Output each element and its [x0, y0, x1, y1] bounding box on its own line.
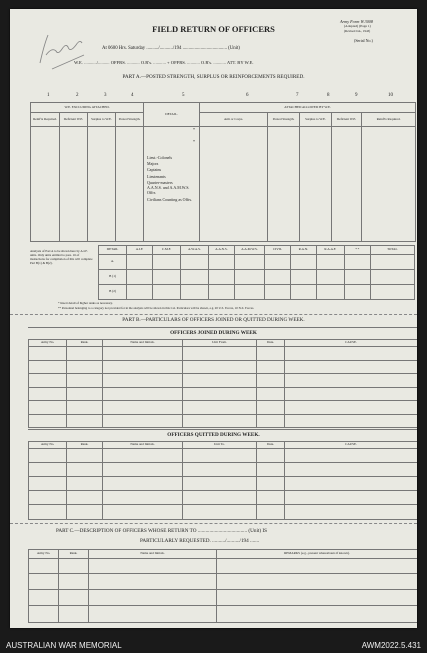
- cell[interactable]: [285, 347, 418, 361]
- cell[interactable]: [29, 590, 59, 606]
- cell[interactable]: [29, 605, 59, 622]
- table-row: [29, 574, 418, 590]
- part-b-title: PART B.—PARTICULARS OF OFFICERS JOINED OR QUITTED DURING WEEK.: [122, 317, 305, 323]
- cell[interactable]: [103, 463, 183, 477]
- analysis-col-total: TOTAL: [370, 246, 414, 255]
- accession-number: AWM2022.5.431: [361, 641, 421, 650]
- cell[interactable]: [285, 449, 418, 463]
- part-c-table: [28, 549, 417, 623]
- cell[interactable]: [67, 387, 103, 401]
- analysis-row-a: A.: [99, 255, 127, 270]
- cell[interactable]: [257, 414, 285, 428]
- column-numbers: [30, 93, 417, 101]
- part-c-title: PART C.—DESCRIPTION OF OFFICERS WHOSE RETURN TO ...................................... (Unit) IS: [56, 528, 267, 534]
- col-num-7: 7: [296, 93, 299, 98]
- cell[interactable]: [200, 127, 268, 242]
- cell[interactable]: [180, 285, 208, 300]
- cell[interactable]: [67, 463, 103, 477]
- we-excluding-attached-header: W.E. EXCLUDING ATTACHED.: [31, 103, 144, 113]
- cell[interactable]: [316, 270, 344, 285]
- divider: [10, 314, 417, 315]
- cell[interactable]: [265, 255, 291, 270]
- table-row: [29, 414, 418, 428]
- cell[interactable]: [89, 574, 217, 590]
- cell[interactable]: [183, 477, 257, 491]
- col-num-6: 6: [246, 93, 249, 98]
- attached-allowed-header: ATTACHED ALLOWED BY W.E.: [200, 103, 416, 113]
- cell[interactable]: [265, 270, 291, 285]
- quitted-title: OFFICERS QUITTED DURING WEEK.: [167, 432, 260, 438]
- cell[interactable]: [103, 387, 183, 401]
- archive-footer: [0, 636, 427, 653]
- cell[interactable]: [152, 285, 180, 300]
- rank-lieut-colonels: Lieut.-Colonels: [147, 155, 173, 160]
- quitted-col-army-no: Army No.: [29, 442, 67, 449]
- cell[interactable]: [29, 360, 67, 374]
- cell[interactable]: [29, 449, 67, 463]
- cell[interactable]: [127, 255, 153, 270]
- cell[interactable]: [257, 387, 285, 401]
- cell[interactable]: [127, 270, 153, 285]
- cell[interactable]: [285, 505, 418, 520]
- cell[interactable]: [344, 255, 370, 270]
- footnote-higher-ranks: * Insert detail of higher ranks as necessary.: [58, 301, 113, 305]
- cell[interactable]: [332, 127, 362, 242]
- cell[interactable]: [257, 477, 285, 491]
- deficient-att-header: Deficient W.E.: [332, 113, 362, 127]
- cell[interactable]: [103, 360, 183, 374]
- cell[interactable]: [103, 347, 183, 361]
- analysis-row-b2: B (2): [99, 285, 127, 300]
- cell[interactable]: [29, 491, 67, 505]
- analysis-col-ran: R.A.N.: [290, 246, 316, 255]
- cell[interactable]: [183, 463, 257, 477]
- col-num-2: 2: [76, 93, 79, 98]
- revised-note: (Revised Jan., 1943): [344, 29, 371, 33]
- col-num-9: 9: [355, 93, 358, 98]
- analysis-col-awas: A.W.A.S.: [180, 246, 208, 255]
- table-row: [29, 590, 418, 606]
- col-num-1: 1: [47, 93, 50, 98]
- table-row: [29, 449, 418, 463]
- reinforcements-required-header: Reinf'ts Required.: [31, 113, 60, 127]
- cell[interactable]: [60, 127, 88, 242]
- rule: [28, 327, 417, 328]
- reinforcements-att-header: Reinf'ts Required.: [362, 113, 416, 127]
- posted-strength-att-header: Posted Strength.: [268, 113, 300, 127]
- part-a-table: [30, 102, 416, 242]
- cell[interactable]: [29, 347, 67, 361]
- quitted-col-unit-to: Unit To.: [183, 442, 257, 449]
- joined-col-date: Date.: [257, 340, 285, 347]
- cell[interactable]: [183, 360, 257, 374]
- cell[interactable]: [370, 255, 414, 270]
- cell[interactable]: [183, 491, 257, 505]
- joined-col-name: Name and Initials.: [103, 340, 183, 347]
- rank-lieutenants: Lieutenants: [147, 173, 166, 179]
- cell[interactable]: [234, 255, 264, 270]
- cell[interactable]: [285, 414, 418, 428]
- cell[interactable]: [152, 255, 180, 270]
- divider: [10, 523, 417, 524]
- surplus-header: Surplus to W.E.: [88, 113, 116, 127]
- cell[interactable]: [89, 605, 217, 622]
- cell[interactable]: [285, 491, 418, 505]
- cell[interactable]: [183, 347, 257, 361]
- quitted-table: [28, 441, 417, 520]
- cell[interactable]: [316, 255, 344, 270]
- cell[interactable]: [217, 574, 418, 590]
- cell[interactable]: [29, 558, 59, 574]
- table-row: [29, 463, 418, 477]
- cell[interactable]: [265, 285, 291, 300]
- adapted-note: (Adapted) (Page 1): [344, 24, 371, 28]
- cell[interactable]: [59, 558, 89, 574]
- analysis-table: [98, 245, 415, 300]
- cell[interactable]: [300, 127, 332, 242]
- cell[interactable]: [257, 401, 285, 415]
- joined-col-cause: CAUSE.: [285, 340, 418, 347]
- cell[interactable]: [103, 414, 183, 428]
- cell[interactable]: [370, 285, 414, 300]
- joined-title: OFFICERS JOINED DURING WEEK: [170, 330, 257, 336]
- cell[interactable]: [67, 477, 103, 491]
- analysis-col-aif: A.I.F.: [127, 246, 153, 255]
- rank-civilians: Civilians Counting as Offrs.: [147, 196, 193, 202]
- rank-list: * * Lieut.-Colonels Majors Captains Lieutenants Quarter-masters A.A.N.S. and A.A.M.W.S. Offrs Civilians Counting as Offrs.: [144, 127, 200, 242]
- analysis-col-aamws: A.A.M.W.S.: [234, 246, 264, 255]
- rank-captains: Captains: [147, 167, 162, 173]
- cell[interactable]: [217, 605, 418, 622]
- cell[interactable]: [208, 255, 234, 270]
- cell[interactable]: [183, 374, 257, 388]
- col-num-3: 3: [104, 93, 107, 98]
- cell[interactable]: [59, 590, 89, 606]
- cell[interactable]: [29, 505, 67, 520]
- footnote-other-personnel: ** Personnel belonging to a category not provided for in the analysis will be shown in this Col. Particulars will be shown, e.g. 20 U.S. Forces, 10 N.Z. Forces.: [58, 306, 255, 310]
- table-row: [29, 558, 418, 574]
- cell[interactable]: [29, 374, 67, 388]
- cell[interactable]: [67, 449, 103, 463]
- cell[interactable]: [362, 127, 416, 242]
- table-row: [29, 605, 418, 622]
- cell[interactable]: [31, 127, 60, 242]
- cell[interactable]: [67, 374, 103, 388]
- cell[interactable]: [316, 285, 344, 300]
- cell[interactable]: [234, 270, 264, 285]
- cell[interactable]: [344, 270, 370, 285]
- surplus-att-header: Surplus to W.E.: [300, 113, 332, 127]
- cell[interactable]: [89, 558, 217, 574]
- cell[interactable]: [217, 590, 418, 606]
- cell[interactable]: [290, 255, 316, 270]
- table-row: [29, 374, 418, 388]
- cell[interactable]: [183, 505, 257, 520]
- cell[interactable]: [67, 401, 103, 415]
- cell[interactable]: [268, 127, 300, 242]
- quitted-col-cause: CAUSE.: [285, 442, 418, 449]
- analysis-col-aans: A.A.N.S.: [208, 246, 234, 255]
- cell[interactable]: [285, 360, 418, 374]
- part-c-col-army-no: Army No.: [29, 550, 59, 559]
- part-c-col-rank: Rank.: [59, 550, 89, 559]
- joined-table: [28, 339, 417, 428]
- rule: [28, 429, 417, 430]
- cell[interactable]: [285, 374, 418, 388]
- cell[interactable]: [285, 387, 418, 401]
- cell[interactable]: [257, 360, 285, 374]
- table-row: [29, 360, 418, 374]
- form-title: FIELD RETURN OF OFFICERS: [152, 24, 275, 34]
- cell[interactable]: [103, 401, 183, 415]
- arm-or-corps-header: Arm or Corps.: [200, 113, 268, 127]
- cell[interactable]: [29, 463, 67, 477]
- cell[interactable]: [234, 285, 264, 300]
- table-row: [29, 401, 418, 415]
- cell[interactable]: [183, 449, 257, 463]
- serial-number-label: (Serial No.): [354, 38, 373, 43]
- cell[interactable]: [183, 414, 257, 428]
- cell[interactable]: [285, 463, 418, 477]
- cell[interactable]: [208, 270, 234, 285]
- cell[interactable]: [88, 127, 116, 242]
- cell[interactable]: [370, 270, 414, 285]
- analysis-col-raaf: R.A.A.F.: [316, 246, 344, 255]
- date-unit-line: At 0600 Hrs. Saturday ........../.........../194 ..................................... (Unit): [102, 46, 240, 51]
- table-row: [29, 387, 418, 401]
- cell[interactable]: [116, 127, 144, 242]
- col-num-5: 5: [182, 93, 185, 98]
- cell[interactable]: [217, 558, 418, 574]
- cell[interactable]: [89, 590, 217, 606]
- table-row: [29, 477, 418, 491]
- cell[interactable]: [257, 491, 285, 505]
- cell[interactable]: [344, 285, 370, 300]
- cell[interactable]: [29, 387, 67, 401]
- quitted-col-rank: Rank.: [67, 442, 103, 449]
- part-a-title: PART A.—POSTED STRENGTH, SURPLUS OR REINFORCEMENTS REQUIRED.: [122, 74, 305, 80]
- cell[interactable]: [29, 401, 67, 415]
- cell[interactable]: [103, 449, 183, 463]
- cell[interactable]: [59, 605, 89, 622]
- rank-majors: Majors: [147, 161, 159, 167]
- posted-strength-header: Posted Strength.: [116, 113, 144, 127]
- cell[interactable]: [29, 414, 67, 428]
- cell[interactable]: [67, 360, 103, 374]
- cell[interactable]: [290, 285, 316, 300]
- analysis-col-other: * *: [344, 246, 370, 255]
- part-c-subtitle: PARTICULARLY REQUESTED. ........../........../194 .......: [140, 538, 260, 544]
- joined-col-unit-from: Unit From.: [183, 340, 257, 347]
- cell[interactable]: [257, 374, 285, 388]
- detail-header: DETAIL.: [144, 103, 200, 127]
- cell[interactable]: [29, 477, 67, 491]
- col-num-10: 10: [388, 93, 393, 98]
- rank-quartermasters: Quarter-masters: [147, 179, 173, 185]
- analysis-col-civil: CIVIL: [265, 246, 291, 255]
- cell[interactable]: [103, 491, 183, 505]
- analysis-row-b1: B (1): [99, 270, 127, 285]
- cell[interactable]: [285, 401, 418, 415]
- col-num-8: 8: [327, 93, 330, 98]
- cell[interactable]: [290, 270, 316, 285]
- table-row: [29, 347, 418, 361]
- cell[interactable]: [257, 449, 285, 463]
- cell[interactable]: [180, 270, 208, 285]
- cell[interactable]: [152, 270, 180, 285]
- quitted-col-name: Name and Initials.: [103, 442, 183, 449]
- rank-nursing-officers: A.A.N.S. and A.A.M.W.S. Offrs: [147, 184, 190, 195]
- cell[interactable]: [67, 491, 103, 505]
- cell[interactable]: [103, 477, 183, 491]
- cell[interactable]: [257, 505, 285, 520]
- cell[interactable]: [257, 463, 285, 477]
- cell[interactable]: [127, 285, 153, 300]
- cell[interactable]: [180, 255, 208, 270]
- table-row: [29, 505, 418, 520]
- cell[interactable]: [29, 574, 59, 590]
- army-form-number: Army Form W.3008: [340, 19, 373, 24]
- cell[interactable]: [103, 505, 183, 520]
- cell[interactable]: [183, 387, 257, 401]
- joined-col-rank: Rank.: [67, 340, 103, 347]
- form-page: [10, 9, 417, 628]
- table-row: [29, 491, 418, 505]
- archive-name: AUSTRALIAN WAR MEMORIAL: [6, 641, 122, 650]
- cell[interactable]: [285, 477, 418, 491]
- cell[interactable]: [59, 574, 89, 590]
- col-num-4: 4: [131, 93, 134, 98]
- analysis-col-detail: DETAIL: [99, 246, 127, 255]
- deficient-header: Deficient W.E.: [60, 113, 88, 127]
- quitted-col-date: Date.: [257, 442, 285, 449]
- cell[interactable]: [67, 505, 103, 520]
- cell[interactable]: [208, 285, 234, 300]
- joined-col-army-no: Army No.: [29, 340, 67, 347]
- cell[interactable]: [183, 401, 257, 415]
- analysis-note: Analysis of Part A to be shown here by A.I.F. units. Only units entitled to para. 16 of instructions for compilation of this will complete Part B(1) & B(2).: [30, 249, 93, 265]
- analysis-col-cmf: C.M.F.: [152, 246, 180, 255]
- part-c-col-remarks: REMARKS (e.g., present whereabouts if known).: [217, 550, 418, 559]
- cell[interactable]: [67, 347, 103, 361]
- we-strength-line: W.E. .........../.......... OFFRS. ........... O.R's. ........... + OFFRS. ........... O.R's. ........... ATT. BY W.E.: [74, 60, 254, 65]
- cell[interactable]: [257, 347, 285, 361]
- part-c-col-name: Name and Initials.: [89, 550, 217, 559]
- cell[interactable]: [103, 374, 183, 388]
- cell[interactable]: [67, 414, 103, 428]
